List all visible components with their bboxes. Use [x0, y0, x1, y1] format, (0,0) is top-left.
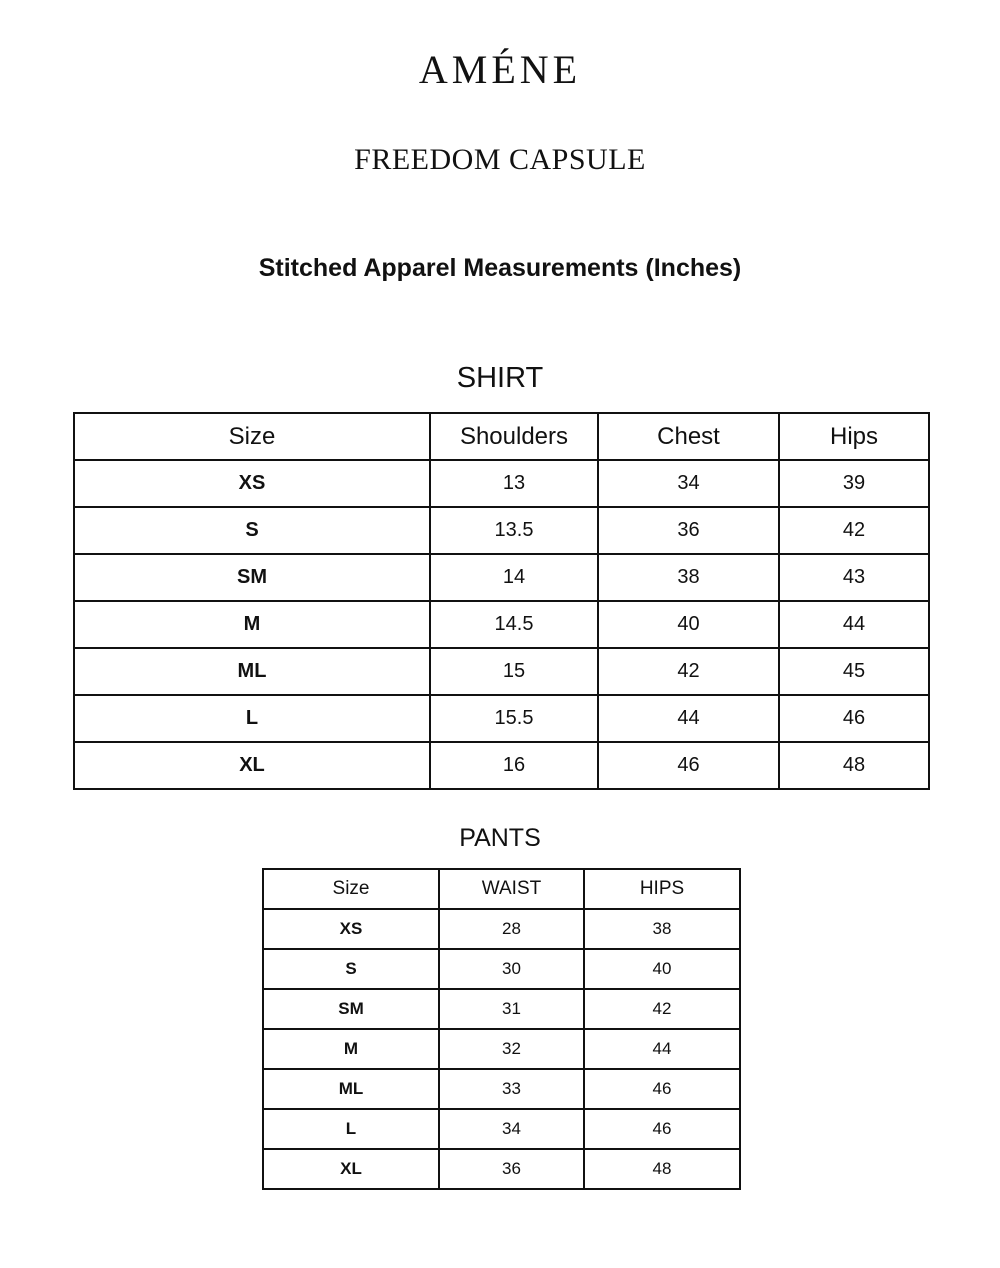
- chest-cell: 34: [598, 460, 779, 507]
- column-header: WAIST: [439, 869, 584, 909]
- pants-section-title: PANTS: [459, 824, 541, 852]
- table-row: [263, 909, 740, 949]
- chest-cell: 40: [598, 601, 779, 648]
- hips-cell: 42: [584, 989, 740, 1029]
- hips-cell: 43: [779, 554, 929, 601]
- table-row: [263, 949, 740, 989]
- waist-cell: 32: [439, 1029, 584, 1069]
- table-row: [74, 601, 929, 648]
- shoulders-cell: 16: [430, 742, 598, 789]
- waist-cell: 33: [439, 1069, 584, 1109]
- size-cell: S: [74, 507, 430, 554]
- shoulders-cell: 14.5: [430, 601, 598, 648]
- table-row: [263, 1069, 740, 1109]
- hips-cell: 44: [584, 1029, 740, 1069]
- collection-title: FREEDOM CAPSULE: [354, 143, 646, 176]
- chest-cell: 42: [598, 648, 779, 695]
- table-row: [74, 554, 929, 601]
- shoulders-cell: 13: [430, 460, 598, 507]
- size-cell: SM: [74, 554, 430, 601]
- size-cell: L: [74, 695, 430, 742]
- chest-cell: 36: [598, 507, 779, 554]
- size-cell: S: [263, 949, 439, 989]
- table-row: [74, 695, 929, 742]
- waist-cell: 30: [439, 949, 584, 989]
- hips-cell: 48: [779, 742, 929, 789]
- column-header: Size: [263, 869, 439, 909]
- shirt-section-title: SHIRT: [456, 362, 544, 394]
- size-cell: M: [263, 1029, 439, 1069]
- table-row: [263, 989, 740, 1029]
- table-row: [263, 1029, 740, 1069]
- table-header-row: [263, 869, 740, 909]
- size-cell: SM: [263, 989, 439, 1029]
- waist-cell: 28: [439, 909, 584, 949]
- size-cell: L: [263, 1109, 439, 1149]
- waist-cell: 34: [439, 1109, 584, 1149]
- size-cell: M: [74, 601, 430, 648]
- size-cell: ML: [74, 648, 430, 695]
- table-row: [263, 1109, 740, 1149]
- hips-cell: 48: [584, 1149, 740, 1189]
- column-header: HIPS: [584, 869, 740, 909]
- chest-cell: 46: [598, 742, 779, 789]
- column-header: Hips: [779, 413, 929, 460]
- waist-cell: 36: [439, 1149, 584, 1189]
- hips-cell: 46: [779, 695, 929, 742]
- column-header: Chest: [598, 413, 779, 460]
- waist-cell: 31: [439, 989, 584, 1029]
- chest-cell: 44: [598, 695, 779, 742]
- size-cell: XL: [74, 742, 430, 789]
- table-header-row: [74, 413, 929, 460]
- chest-cell: 38: [598, 554, 779, 601]
- size-cell: XS: [263, 909, 439, 949]
- table-row: [74, 460, 929, 507]
- page-subtitle: Stitched Apparel Measurements (Inches): [258, 254, 742, 282]
- table-row: [74, 507, 929, 554]
- pants-size-table: [262, 868, 741, 1190]
- column-header: Shoulders: [430, 413, 598, 460]
- table-row: [263, 1149, 740, 1189]
- size-cell: ML: [263, 1069, 439, 1109]
- hips-cell: 45: [779, 648, 929, 695]
- shoulders-cell: 13.5: [430, 507, 598, 554]
- hips-cell: 38: [584, 909, 740, 949]
- shoulders-cell: 14: [430, 554, 598, 601]
- hips-cell: 46: [584, 1069, 740, 1109]
- hips-cell: 40: [584, 949, 740, 989]
- brand-logo: AMÉNE: [418, 47, 582, 92]
- column-header: Size: [74, 413, 430, 460]
- size-cell: XS: [74, 460, 430, 507]
- shoulders-cell: 15: [430, 648, 598, 695]
- hips-cell: 44: [779, 601, 929, 648]
- table-row: [74, 742, 929, 789]
- size-cell: XL: [263, 1149, 439, 1189]
- table-row: [74, 648, 929, 695]
- hips-cell: 46: [584, 1109, 740, 1149]
- hips-cell: 39: [779, 460, 929, 507]
- shoulders-cell: 15.5: [430, 695, 598, 742]
- hips-cell: 42: [779, 507, 929, 554]
- shirt-size-table: [73, 412, 930, 790]
